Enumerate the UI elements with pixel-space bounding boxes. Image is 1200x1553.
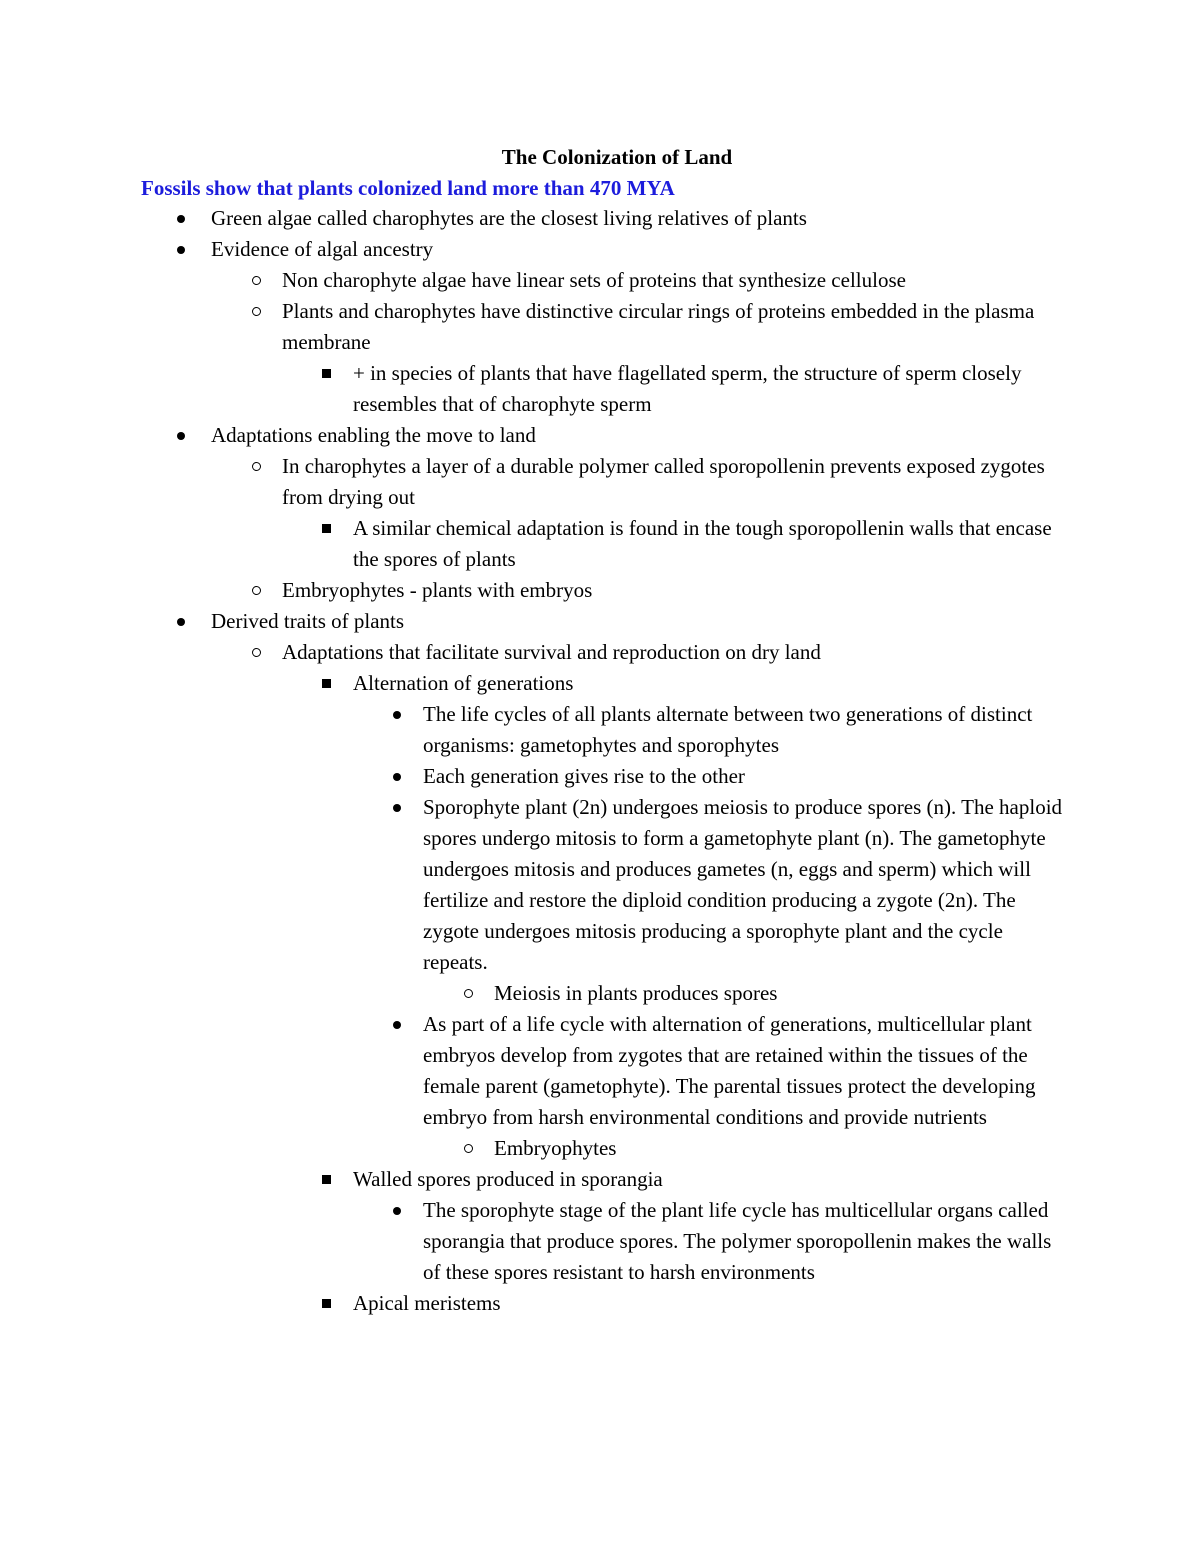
list-item: Meiosis in plants produces spores — [0, 978, 1054, 1009]
list-item: Embryophytes — [0, 1133, 1054, 1164]
bullet-dot-icon — [171, 420, 191, 451]
bullet-square-icon — [316, 358, 336, 389]
list-item: Each generation gives rise to the other — [0, 761, 1063, 792]
bullet-ring-icon — [246, 575, 266, 606]
list-item: Non charophyte algae have linear sets of proteins that synthesize cellulose — [0, 265, 1072, 296]
bullet-dot-icon — [387, 1009, 407, 1040]
list-item: Embryophytes - plants with embryos — [0, 575, 1072, 606]
document-title: The Colonization of Land — [501, 145, 733, 169]
list-item: Sporophyte plant (2n) undergoes meiosis to produce spores (n). The haploid spores undergo mitosis to form a gametophyte plant (n). The gametophyte undergoes mitosis and produces gametes (n, eggs and sperm) which will fertilize and restore the diploid condition producing a zygote (2n). The zygote undergoes mitosis producing a sporophyte plant and the cycle repeats. — [0, 792, 1063, 978]
list-item: A similar chemical adaptation is found in the tough sporopollenin walls that encase the spores of plants — [0, 513, 1053, 575]
bullet-ring-icon — [246, 451, 266, 482]
list-item: Adaptations that facilitate survival and reproduction on dry land — [0, 637, 1072, 668]
bullet-ring-icon — [246, 265, 266, 296]
bullet-square-icon — [316, 1288, 336, 1319]
list-item: Green algae called charophytes are the closest living relatives of plants — [0, 203, 1071, 234]
list-item: Adaptations enabling the move to land — [0, 420, 1071, 451]
list-item: The life cycles of all plants alternate between two generations of distinct organisms: gametophytes and sporophytes — [0, 699, 1063, 761]
bullet-ring-icon — [246, 637, 266, 668]
bullet-dot-icon — [387, 699, 407, 730]
bullet-dot-icon — [387, 792, 407, 823]
list-item: The sporophyte stage of the plant life cycle has multicellular organs called sporangia that produce spores. The polymer sporopollenin makes the walls of these spores resistant to harsh environments — [0, 1195, 1063, 1288]
list-item: Evidence of algal ancestry — [0, 234, 1071, 265]
outline-list — [0, 203, 1200, 1319]
list-item: Alternation of generations — [0, 668, 1053, 699]
list-item: Derived traits of plants — [0, 606, 1071, 637]
bullet-dot-icon — [171, 606, 191, 637]
bullet-dot-icon — [387, 761, 407, 792]
bullet-square-icon — [316, 668, 336, 699]
list-item: As part of a life cycle with alternation of generations, multicellular plant embryos develop from zygotes that are retained within the tissues of the female parent (gametophyte). The parental tissues protect the developing embryo from harsh environmental conditions and provide nutrients — [0, 1009, 1063, 1133]
bullet-ring-icon — [458, 1133, 478, 1164]
section-heading: Fossils show that plants colonized land more than 470 MYA — [141, 176, 675, 200]
bullet-dot-icon — [387, 1195, 407, 1226]
bullet-dot-icon — [171, 203, 191, 234]
list-item: Apical meristems — [0, 1288, 1053, 1319]
bullet-square-icon — [316, 513, 336, 544]
list-item: Plants and charophytes have distinctive circular rings of proteins embedded in the plasma membrane — [0, 296, 1072, 358]
list-item: Walled spores produced in sporangia — [0, 1164, 1053, 1195]
bullet-ring-icon — [458, 978, 478, 1009]
bullet-ring-icon — [246, 296, 266, 327]
list-item: In charophytes a layer of a durable polymer called sporopollenin prevents exposed zygotes from drying out — [0, 451, 1072, 513]
bullet-square-icon — [316, 1164, 336, 1195]
list-item: + in species of plants that have flagellated sperm, the structure of sperm closely resembles that of charophyte sperm — [0, 358, 1053, 420]
bullet-dot-icon — [171, 234, 191, 265]
